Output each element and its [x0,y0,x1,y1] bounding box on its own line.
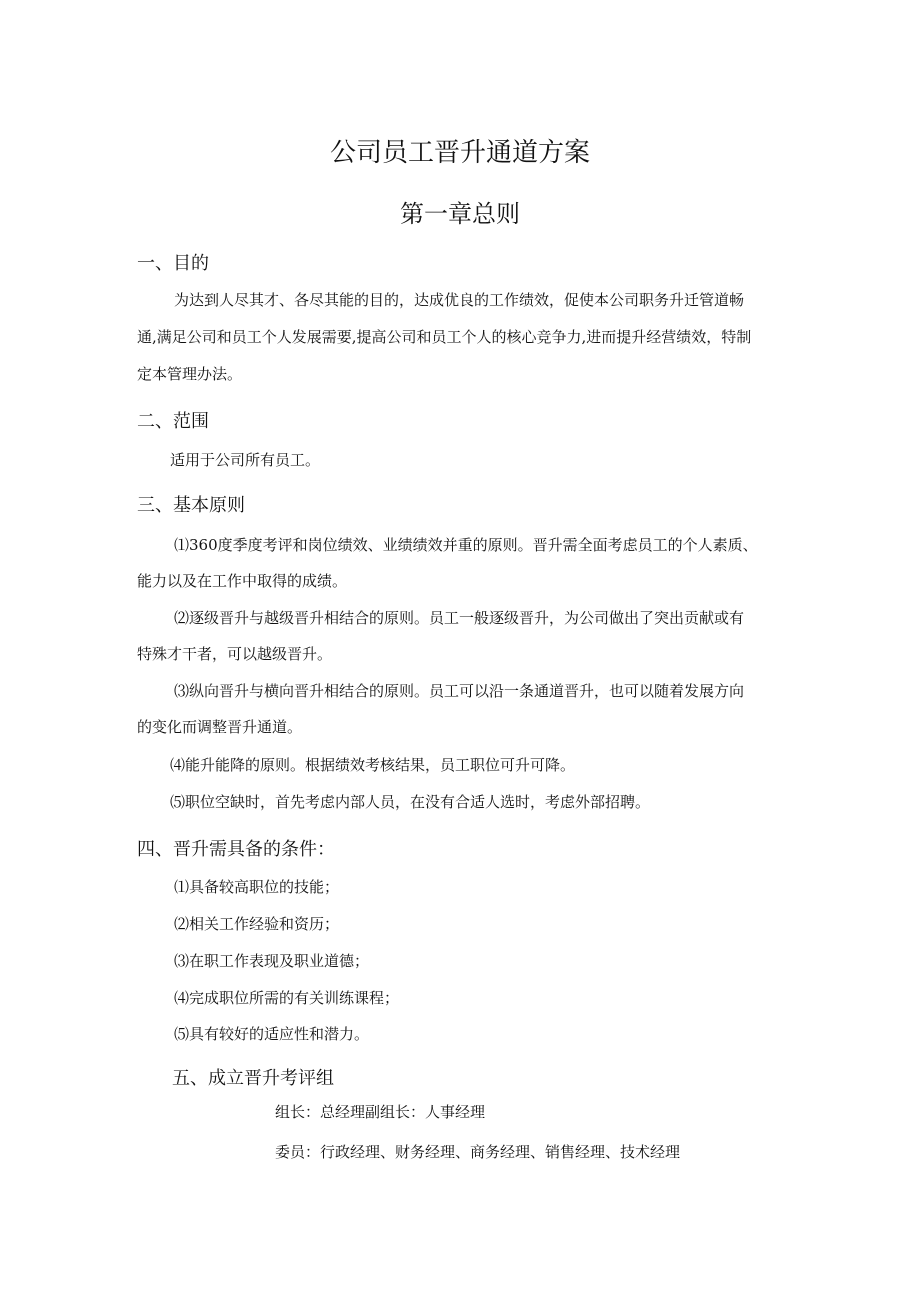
purpose-line-2: 通,满足公司和员工个人发展需要,提高公司和员工个人的核心竞争力,进而提升经营绩效，特制 [137,328,752,346]
section-heading-conditions: 四、晋升需具备的条件： [137,839,335,860]
principle-1-line-1: ⑴360度季度考评和岗位绩效、业绩绩效并重的原则。晋升需全面考虑员工的个人素质、 [174,536,758,554]
committee-leaders: 组长：总经理副组长：人事经理 [275,1103,486,1121]
section-heading-scope: 二、范围 [137,411,209,432]
principle-3-line-2: 的变化而调整晋升通道。 [137,718,303,736]
chapter-title: 第一章总则 [400,200,520,228]
principle-4-line-1: ⑷能升能降的原则。根据绩效考核结果，员工职位可升可降。 [170,756,576,774]
document-title: 公司员工晋升通道方案 [329,138,590,168]
principle-2-line-2: 特殊才干者，可以越级晋升。 [137,645,333,663]
principle-5-line-1: ⑸职位空缺时，首先考虑内部人员，在没有合适人选时，考虑外部招聘。 [170,793,651,811]
scope-text: 适用于公司所有员工。 [170,451,321,469]
committee-members: 委员：行政经理、财务经理、商务经理、销售经理、技术经理 [275,1143,681,1161]
principle-2-line-1: ⑵逐级晋升与越级晋升相结合的原则。员工一般逐级晋升，为公司做出了突出贡献或有 [174,609,745,627]
condition-item: ⑵相关工作经验和资历； [174,915,340,933]
condition-item: ⑷完成职位所需的有关训练课程； [174,989,400,1007]
condition-item: ⑸具有较好的适应性和潜力。 [174,1025,370,1043]
principle-1-line-2: 能力以及在工作中取得的成绩。 [137,572,348,590]
purpose-line-3: 定本管理办法。 [137,365,243,383]
condition-item: ⑴具备较高职位的技能； [174,878,340,896]
section-heading-committee: 五、成立晋升考评组 [172,1068,334,1089]
principle-3-line-1: ⑶纵向晋升与横向晋升相结合的原则。员工可以沿一条通道晋升，也可以随着发展方向 [174,682,745,700]
section-heading-purpose: 一、目的 [137,253,209,274]
section-heading-principles: 三、基本原则 [137,495,245,516]
purpose-line-1: 为达到人尽其才、各尽其能的目的，达成优良的工作绩效，促使本公司职务升迁管道畅 [174,291,745,309]
condition-item: ⑶在职工作表现及职业道德； [174,952,370,970]
